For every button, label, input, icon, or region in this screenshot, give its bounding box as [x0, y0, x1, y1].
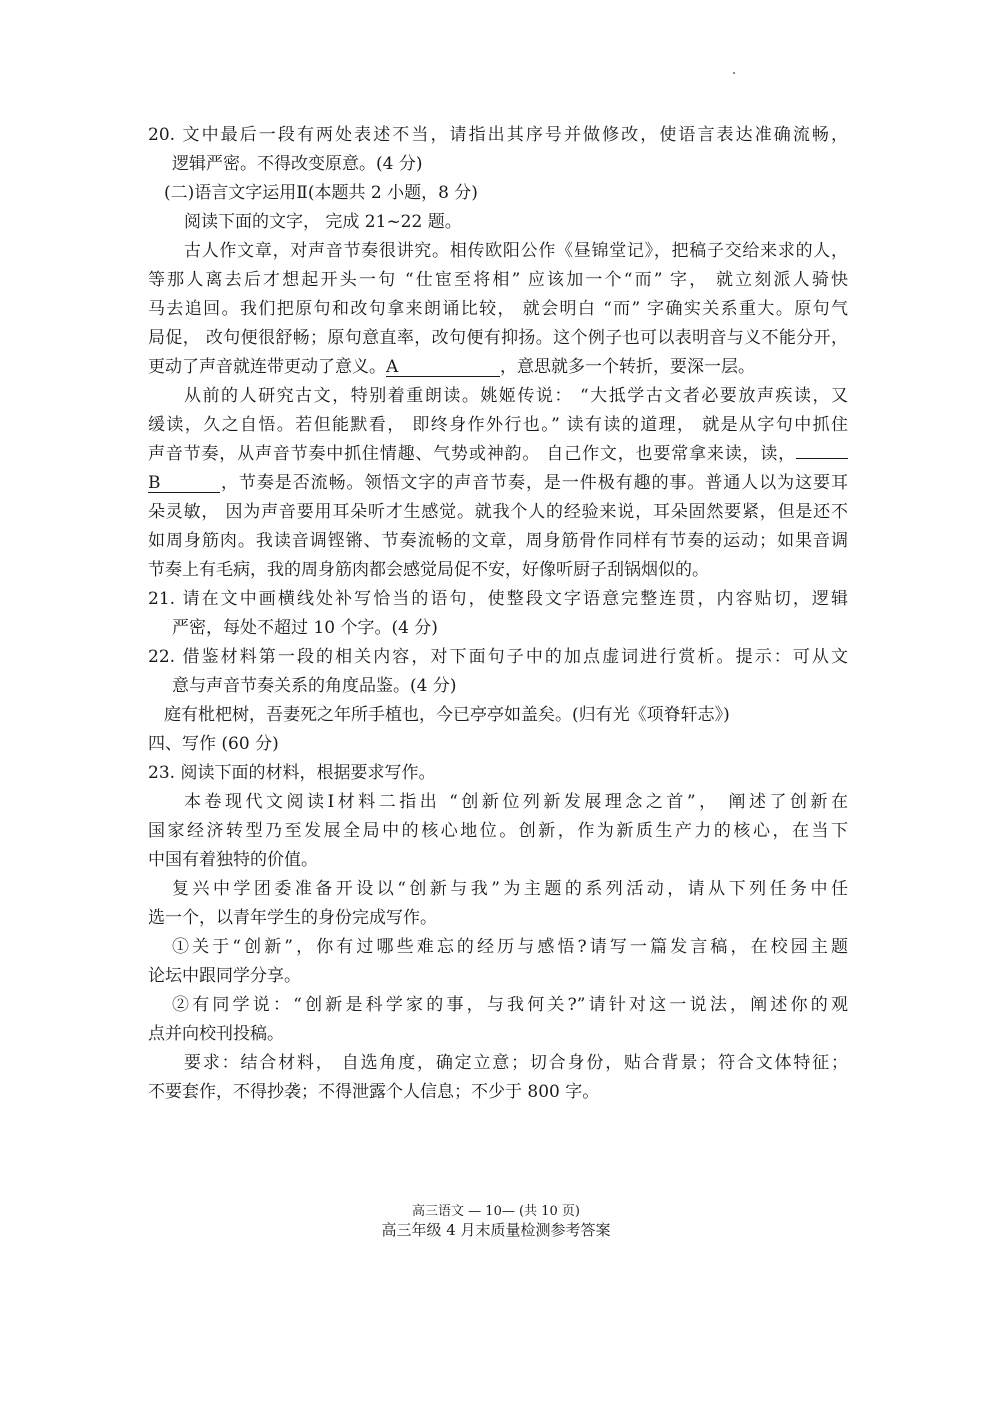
q23-activity-line-1: 复兴中学团委准备开设以“创新与我”为主题的系列活动，请从下列任务中任: [172, 879, 848, 899]
passage-p1-line-1: 古人作文章，对声音节奏很讲究。相传欧阳公作《昼锦堂记》，把稿子交给来求的人，: [184, 241, 848, 261]
passage-p1-line-2: 等那人离去后才想起开头一句 “仕宦至将相” 应该加一个“而” 字， 就立刻派人骑快: [148, 270, 848, 290]
q22-line-2: 意与声音节奏关系的角度品鉴。(4 分): [172, 676, 457, 696]
section-two-heading: (二)语言文字运用Ⅱ(本题共 2 小题，8 分): [164, 183, 478, 203]
blank-a: A: [386, 358, 500, 377]
page-footer-number: 高三语文 — 10— (共 10 页): [412, 1204, 580, 1219]
passage-p2-line-3: [148, 440, 848, 469]
blank-b: B: [148, 474, 220, 493]
passage-p2-line-4: [148, 469, 848, 498]
passage-p2-line-7: 节奏上有毛病，我的周身筋肉都会感觉局促不安，好像听厨子刮锅烟似的。: [148, 560, 709, 580]
passage-p1-text-after-blank: ，意思就多一个转折，要深一层。: [500, 357, 755, 377]
passage-p1-text-before-blank: 更动了声音就连带更动了意义。: [148, 357, 386, 377]
q21-line-1: 21. 请在文中画横线处补写恰当的语句，使整段文字语意完整连贯，内容贴切，逻辑: [148, 589, 848, 609]
q23-requirements-line-2: 不要套作，不得抄袭；不得泄露个人信息；不少于 800 字。: [148, 1082, 600, 1102]
q23-task-2-line-2: 点并向校刊投稿。: [148, 1024, 284, 1044]
q22-quote: 庭有枇杷树，吾妻死之年所手植也，今已亭亭如盖矣。(归有光《项脊轩志》): [164, 705, 730, 725]
q23-task-1-line-2: 论坛中跟同学分享。: [148, 966, 301, 986]
passage-p1-line-3: 马去追回。我们把原句和改句拿来朗诵比较， 就会明白 “而” 字确实关系重大。原句气: [148, 299, 848, 319]
q23-material-line-1: 本卷现代文阅读Ⅰ材料二指出 “创新位列新发展理念之首”， 阐述了创新在: [184, 792, 848, 812]
q22-line-1: 22. 借鉴材料第一段的相关内容，对下面句子中的加点虚词进行赏析。提示：可从文: [148, 647, 848, 667]
q21-line-2: 严密，每处不超过 10 个字。(4 分): [172, 618, 438, 638]
passage-p2-text-after-blank: ，节奏是否流畅。领悟文字的声音节奏，是一件极有趣的事。普通人以为这要耳: [220, 473, 848, 493]
page-content: [148, 121, 848, 1107]
section-four-heading: 四、写作 (60 分): [148, 734, 279, 754]
q23-requirements-line-1: 要求：结合材料， 自选角度，确定立意；切合身份，贴合背景；符合文体特征；: [184, 1053, 848, 1073]
q23-task-2-line-1: ②有同学说：“创新是科学家的事，与我何关?”请针对这一说法，阐述你的观: [172, 995, 848, 1015]
q23-material-line-3: 中国有着独特的价值。: [148, 850, 318, 870]
scan-dot: [733, 72, 735, 74]
passage-p2-line-5: 朵灵敏， 因为声音要用耳朵听才生感觉。就我个人的经验来说，耳朵固然要紧，但是还不: [148, 502, 848, 522]
passage-p2-line-1: 从前的人研究古文，特别着重朗读。姚姬传说： “大抵学古文者必要放声疾读，又: [184, 386, 848, 406]
passage-p2-line-2: 缓读，久之自悟。若但能默看， 即终身作外行也。” 读有读的道理， 就是从字句中抓住: [148, 415, 848, 435]
blank-b-start: [796, 458, 848, 459]
q20-line-1: 20. 文中最后一段有两处表述不当，请指出其序号并做修改，使语言表达准确流畅，: [148, 125, 848, 145]
passage-p2-line-6: 如周身筋肉。我读音调铿锵、节奏流畅的文章，周身筋骨作同样有节奏的运动；如果音调: [148, 531, 848, 551]
q23-task-1-line-1: ①关于“创新”，你有过哪些难忘的经历与感悟?请写一篇发言稿，在校园主题: [172, 937, 848, 957]
q20-line-2: 逻辑严密。不得改变原意。(4 分): [172, 154, 423, 174]
passage-p1-line-5: [148, 353, 848, 382]
page-footer-title: 高三年级 4 月末质量检测参考答案: [381, 1221, 611, 1239]
q23-intro: 23. 阅读下面的材料，根据要求写作。: [148, 763, 436, 783]
q23-activity-line-2: 选一个，以青年学生的身份完成写作。: [148, 908, 437, 928]
passage-p2-text-before-blank: 声音节奏，从声音节奏中抓住情趣、气势或神韵。 自己作文，也要常拿来读，读，: [148, 444, 796, 464]
q23-material-line-2: 国家经济转型乃至发展全局中的核心地位。创新，作为新质生产力的核心，在当下: [148, 821, 848, 841]
section-two-instruction: 阅读下面的文字， 完成 21~22 题。: [184, 212, 462, 232]
passage-p1-line-4: 局促， 改句便很舒畅；原句意直率，改句便有抑扬。这个例子也可以表明音与义不能分开，: [148, 328, 848, 348]
